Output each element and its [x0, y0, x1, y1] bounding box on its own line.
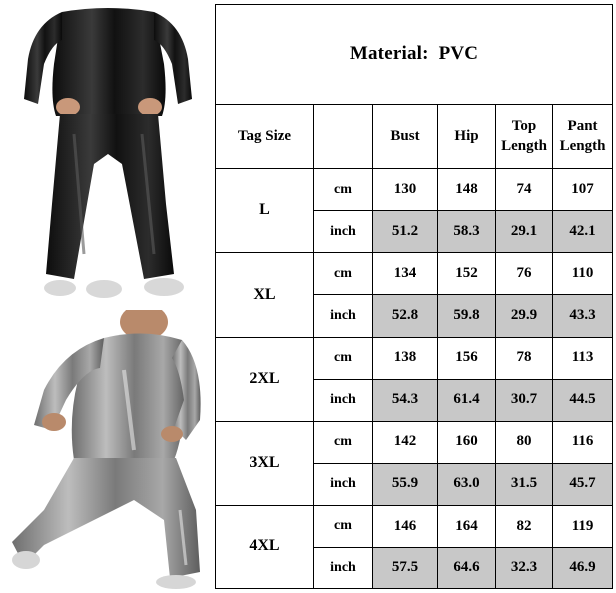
top-length-cell: 29.1: [496, 211, 553, 253]
unit-cell: cm: [314, 169, 373, 211]
black-sauna-suit-photo: [4, 4, 213, 304]
bust-cell: 130: [373, 169, 438, 211]
pant-length-cell: 113: [553, 337, 613, 379]
material-label: Material:: [349, 43, 429, 65]
table-row: [216, 169, 613, 211]
header-bust: Bust: [373, 105, 438, 169]
hip-cell: 63.0: [438, 463, 496, 505]
hip-cell: 61.4: [438, 379, 496, 421]
top-length-cell: 76: [496, 253, 553, 295]
bust-cell: 51.2: [373, 211, 438, 253]
top-length-cell: 30.7: [496, 379, 553, 421]
bust-cell: 55.9: [373, 463, 438, 505]
table-row: [216, 253, 613, 295]
pant-length-cell: 45.7: [553, 463, 613, 505]
top-length-cell: 31.5: [496, 463, 553, 505]
hip-cell: 152: [438, 253, 496, 295]
bust-cell: 57.5: [373, 547, 438, 588]
black-suit-illustration: [4, 4, 213, 304]
hip-cell: 59.8: [438, 295, 496, 337]
bust-cell: 138: [373, 337, 438, 379]
material-row: [216, 5, 613, 105]
unit-cell: cm: [314, 253, 373, 295]
hip-cell: 156: [438, 337, 496, 379]
pant-length-cell: 107: [553, 169, 613, 211]
header-unit: [314, 105, 373, 169]
hip-cell: 58.3: [438, 211, 496, 253]
tag-size-cell: 4XL: [216, 505, 314, 588]
hip-cell: 64.6: [438, 547, 496, 588]
material-title: [216, 5, 613, 105]
hip-cell: 148: [438, 169, 496, 211]
top-length-cell: 80: [496, 421, 553, 463]
header-tag-size: Tag Size: [216, 105, 314, 169]
pant-length-cell: 43.3: [553, 295, 613, 337]
unit-cell: inch: [314, 547, 373, 588]
bust-cell: 134: [373, 253, 438, 295]
unit-cell: cm: [314, 505, 373, 547]
header-row: [216, 105, 613, 169]
top-length-cell: 29.9: [496, 295, 553, 337]
pant-length-cell: 44.5: [553, 379, 613, 421]
silver-sauna-suit-photo: [4, 310, 213, 589]
bust-cell: 54.3: [373, 379, 438, 421]
table-row: [216, 505, 613, 547]
header-top-length: Top Length: [496, 105, 553, 169]
top-length-cell: 78: [496, 337, 553, 379]
material-value: PVC: [438, 43, 479, 65]
unit-cell: cm: [314, 337, 373, 379]
hip-cell: 160: [438, 421, 496, 463]
size-chart-table: [215, 4, 613, 589]
top-length-cell: 82: [496, 505, 553, 547]
tag-size-cell: XL: [216, 253, 314, 337]
top-length-cell: 32.3: [496, 547, 553, 588]
header-hip: Hip: [438, 105, 496, 169]
bust-cell: 146: [373, 505, 438, 547]
hip-cell: 164: [438, 505, 496, 547]
tag-size-cell: L: [216, 169, 314, 253]
pant-length-cell: 119: [553, 505, 613, 547]
tag-size-cell: 2XL: [216, 337, 314, 421]
unit-cell: inch: [314, 211, 373, 253]
unit-cell: inch: [314, 463, 373, 505]
header-pant-length: Pant Length: [553, 105, 613, 169]
unit-cell: inch: [314, 295, 373, 337]
pant-length-cell: 42.1: [553, 211, 613, 253]
table-row: [216, 421, 613, 463]
bust-cell: 52.8: [373, 295, 438, 337]
bust-cell: 142: [373, 421, 438, 463]
silver-suit-illustration: [4, 310, 213, 589]
tag-size-cell: 3XL: [216, 421, 314, 505]
pant-length-cell: 110: [553, 253, 613, 295]
unit-cell: cm: [314, 421, 373, 463]
pant-length-cell: 46.9: [553, 547, 613, 588]
unit-cell: inch: [314, 379, 373, 421]
top-length-cell: 74: [496, 169, 553, 211]
pant-length-cell: 116: [553, 421, 613, 463]
table-row: [216, 337, 613, 379]
